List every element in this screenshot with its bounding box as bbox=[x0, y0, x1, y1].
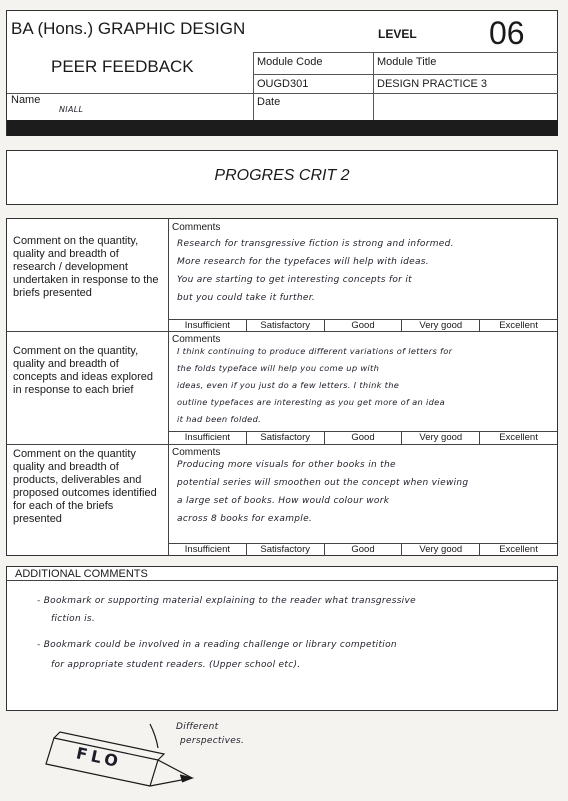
scale-good: Good bbox=[324, 432, 402, 444]
form-title: PEER FEEDBACK bbox=[51, 57, 194, 76]
comment-text bbox=[177, 343, 553, 428]
module-title-label: Module Title bbox=[377, 56, 437, 68]
criteria-table bbox=[6, 218, 558, 556]
comment-line: ideas, even if you just do a few letters. I think the bbox=[177, 380, 400, 390]
sketch-note: perspectives. bbox=[180, 736, 245, 746]
additional-line: - Bookmark could be involved in a reading challenge or library competition bbox=[37, 640, 397, 650]
scale-insufficient: Insufficient bbox=[184, 432, 231, 443]
scale-excellent: Excellent bbox=[479, 432, 557, 444]
crit-title: PROGRES CRIT 2 bbox=[214, 167, 350, 184]
additional-line: fiction is. bbox=[51, 614, 96, 624]
comment-line: across 8 books for example. bbox=[177, 514, 313, 524]
scale-insufficient: Insufficient bbox=[184, 320, 231, 331]
scale-very-good: Very good bbox=[401, 432, 479, 444]
scale-satisfactory: Satisfactory bbox=[246, 544, 324, 556]
comments-label: Comments bbox=[172, 334, 221, 345]
comment-line: the folds typeface will help you come up with bbox=[177, 363, 380, 373]
additional-line: - Bookmark or supporting material explaining to the reader what transgressive bbox=[37, 596, 416, 606]
pencil-text: FLO bbox=[74, 743, 124, 772]
additional-line: for appropriate student readers. (Upper school etc). bbox=[51, 660, 301, 670]
scale-very-good: Very good bbox=[401, 544, 479, 556]
date-label: Date bbox=[257, 96, 281, 108]
black-band bbox=[7, 120, 558, 136]
level-value: 06 bbox=[489, 15, 525, 51]
criteria-row-outcomes bbox=[7, 444, 557, 556]
comment-line: Research for transgressive fiction is strong and informed. bbox=[177, 239, 454, 249]
pencil-sketch bbox=[40, 720, 280, 796]
row-label: Comment on the quantity, quality and breadth of concepts and ideas explored in response to each brief bbox=[7, 331, 169, 444]
comment-line: Producing more visuals for other books in the bbox=[177, 460, 396, 470]
module-title-value: DESIGN PRACTICE 3 bbox=[377, 78, 488, 90]
scale-insufficient: Insufficient bbox=[184, 544, 231, 555]
module-code-label: Module Code bbox=[257, 56, 323, 68]
module-code-value: OUGD301 bbox=[257, 78, 309, 90]
criteria-row-concepts bbox=[7, 331, 557, 445]
rating-scale bbox=[169, 431, 557, 444]
additional-comments-box bbox=[6, 566, 558, 711]
scale-very-good: Very good bbox=[401, 320, 479, 332]
comment-line: outline typefaces are interesting as you get more of an idea bbox=[177, 397, 445, 407]
name-value: NIALL bbox=[59, 105, 84, 114]
scale-satisfactory: Satisfactory bbox=[246, 320, 324, 332]
comment-line: More research for the typefaces will help with ideas. bbox=[177, 257, 429, 267]
row-label: Comment on the quantity, quality and breadth of research / development undertaken in response to the briefs presented bbox=[7, 219, 169, 331]
comment-line: You are starting to get interesting concepts for it bbox=[177, 275, 412, 285]
rating-scale bbox=[169, 543, 557, 556]
scale-good: Good bbox=[324, 544, 402, 556]
name-label: Name bbox=[11, 94, 41, 106]
header-form bbox=[6, 10, 558, 136]
comment-line: a large set of books. How would colour work bbox=[177, 496, 390, 506]
scale-good: Good bbox=[324, 320, 402, 332]
comment-line: potential series will smoothen out the concept when viewing bbox=[177, 478, 469, 488]
program-title: BA (Hons.) GRAPHIC DESIGN bbox=[11, 19, 246, 38]
comment-text bbox=[177, 456, 553, 528]
comments-label: Comments bbox=[172, 222, 221, 233]
comment-line: but you could take it further. bbox=[177, 293, 316, 303]
comments-label: Comments bbox=[172, 447, 221, 458]
additional-comments-title: ADDITIONAL COMMENTS bbox=[7, 567, 557, 581]
level-label: LEVEL bbox=[378, 27, 417, 41]
scale-satisfactory: Satisfactory bbox=[246, 432, 324, 444]
criteria-row-research bbox=[7, 219, 557, 332]
sketch-note: Different bbox=[176, 722, 219, 732]
comment-line: I think continuing to produce different variations of letters for bbox=[177, 346, 453, 356]
scale-excellent: Excellent bbox=[479, 320, 557, 332]
comment-text bbox=[177, 235, 553, 307]
comment-line: it had been folded. bbox=[177, 414, 262, 424]
row-label: Comment on the quantity quality and breadth of products, deliverables and proposed outcomes identified for each of the briefs presented bbox=[7, 444, 169, 556]
crit-title-box bbox=[6, 150, 558, 205]
scale-excellent: Excellent bbox=[479, 544, 557, 556]
